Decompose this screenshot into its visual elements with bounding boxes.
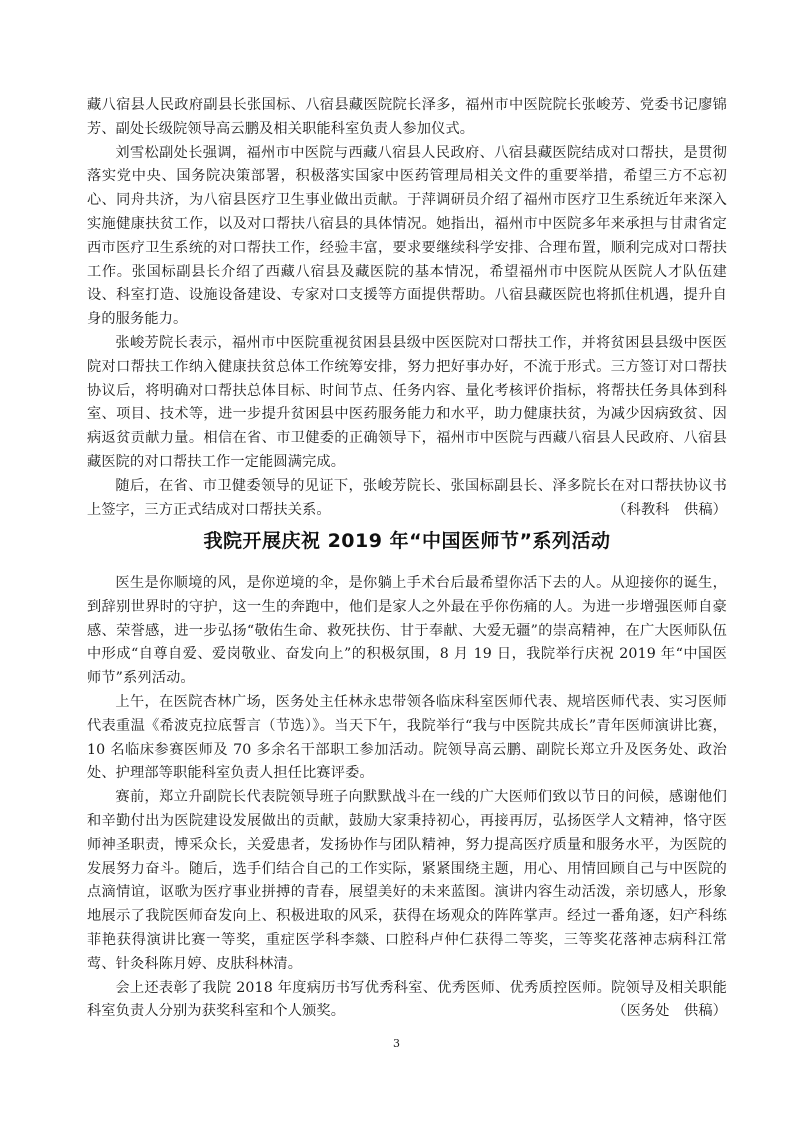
paragraph: 上午，在医院杏林广场，医务处主任林永忠带领各临床科室医师代表、规培医师代表、实习医师代表重温《希波克拉底誓言（节选）》。当天下午，我院举行“我与中医院共成长”青年医师演讲比赛，10 名临床参赛医师及 70 多余名干部职工参加活动。院领导高云鹏、副院长郑立升及医务处、政治处、护理部等职能科室负责人担任比赛评委。 <box>87 693 727 782</box>
article-title: 我院开展庆祝 2019 年“中国医师节”系列活动 <box>203 530 611 552</box>
paragraph: 刘雪松副处长强调，福州市中医院与西藏八宿县人民政府、八宿县藏医院结成对口帮扶，是贯彻落实党中央、国务院决策部署，积极落实国家中医药管理局相关文件的重要举措，希望三方不忘初心、同舟共济，为八宿县医疗卫生事业做出贡献。于萍调研员介绍了福州市医疗卫生系统近年来深入实施健康扶贫工作，以及对口帮扶八宿县的具体情况。她指出，福州市中医院多年来承担与甘肃省定西市医疗卫生系统的对口帮扶工作，经验丰富，要求要继续科学安排、合理布置，顺利完成对口帮扶工作。张国标副县长介绍了西藏八宿县及藏医院的基本情况，希望福州市中医院从医院人才队伍建设、科室打造、设施设备建设、专家对口支援等方面提供帮助。八宿县藏医院也将抓住机遇，提升自身的服务能力。 <box>87 144 727 328</box>
paragraph: 张峻芳院长表示，福州市中医院重视贫困县县级中医医院对口帮扶工作，并将贫困县县级中医医院对口帮扶工作纳入健康扶贫总体工作统筹安排，努力把好事办好，不流于形式。三方签订对口帮扶协议后，将明确对口帮扶总体目标、时间节点、任务内容、量化考核评价指标，将帮扶任务具体到科室、项目、技术等，进一步提升贫困县中医药服务能力和水平，助力健康扶贫，为减少因病致贫、因病返贫贡献力量。相信在省、市卫健委的正确领导下，福州市中医院与西藏八宿县人民政府、八宿县藏医院的对口帮扶工作一定能圆满完成。 <box>87 334 727 470</box>
article-continuation <box>87 94 727 522</box>
page-number: 3 <box>393 1037 400 1050</box>
source-credit: （科教科 供稿） <box>612 501 727 518</box>
paragraph: 会上还表彰了我院 2018 年度病历书写优秀科室、优秀医师、优秀质控医师。院领导及相关职能科室负责人分别为获奖科室和个人颁奖。 <box>87 979 727 1020</box>
paragraph-with-credit <box>87 977 727 1025</box>
source-credit: （医务处 供稿） <box>612 1003 727 1020</box>
paragraph: 藏八宿县人民政府副县长张国标、八宿县藏医院院长泽多，福州市中医院院长张峻芳、党委书记廖锦芳、副处长级院领导高云鹏及相关职能科室负责人参加仪式。 <box>87 97 727 137</box>
paragraph-with-credit <box>87 475 727 523</box>
paragraph: 医生是你顺境的风，是你逆境的伞，是你躺上手术台后最希望你活下去的人。从迎接你的诞生，到辞别世界时的守护，这一生的奔跑中，他们是家人之外最在乎你伤痛的人。为进一步增强医师自豪感、荣誉感，进一步弘扬“敬佑生命、救死扶伤、甘于奉献、大爱无疆”的崇高精神，在广大医师队伍中形成“自尊自爱、爱岗敬业、奋发向上”的积极氛围，8 月 19 日，我院举行庆祝 2019 年“中国医师节”系列活动。 <box>87 575 727 687</box>
paragraph: 随后，在省、市卫健委领导的见证下，张峻芳院长、张国标副县长、泽多院长在对口帮扶协议书上签字，三方正式结成对口帮扶关系。 <box>87 477 727 518</box>
paragraph: 赛前，郑立升副院长代表院领导班子向默默战斗在一线的广大医师们致以节日的问候，感谢他们和辛勤付出为医院建设发展做出的贡献，鼓励大家秉持初心，再接再厉，弘扬医学人文精神，恪守医师神圣职责，博采众长，关爱患者，发扬协作与团队精神，努力提高医疗质量和服务水平，为医院的发展努力奋斗。随后，选手们结合自己的工作实际，紧紧围绕主题，用心、用情回顾自己与中医院的点滴情谊，讴歌为医疗事业拼搏的青春，展望美好的未来蓝图。演讲内容生动活泼，亲切感人，形象地展示了我院医师奋发向上、积极进取的风采，获得在场观众的阵阵掌声。经过一番角逐，妇产科练菲艳获得演讲比赛一等奖，重症医学科李燚、口腔科卢仲仁获得二等奖，三等奖花落神志病科江常莺、针灸科陈月婷、皮肤科林清。 <box>87 789 727 972</box>
article-body <box>87 572 727 1024</box>
